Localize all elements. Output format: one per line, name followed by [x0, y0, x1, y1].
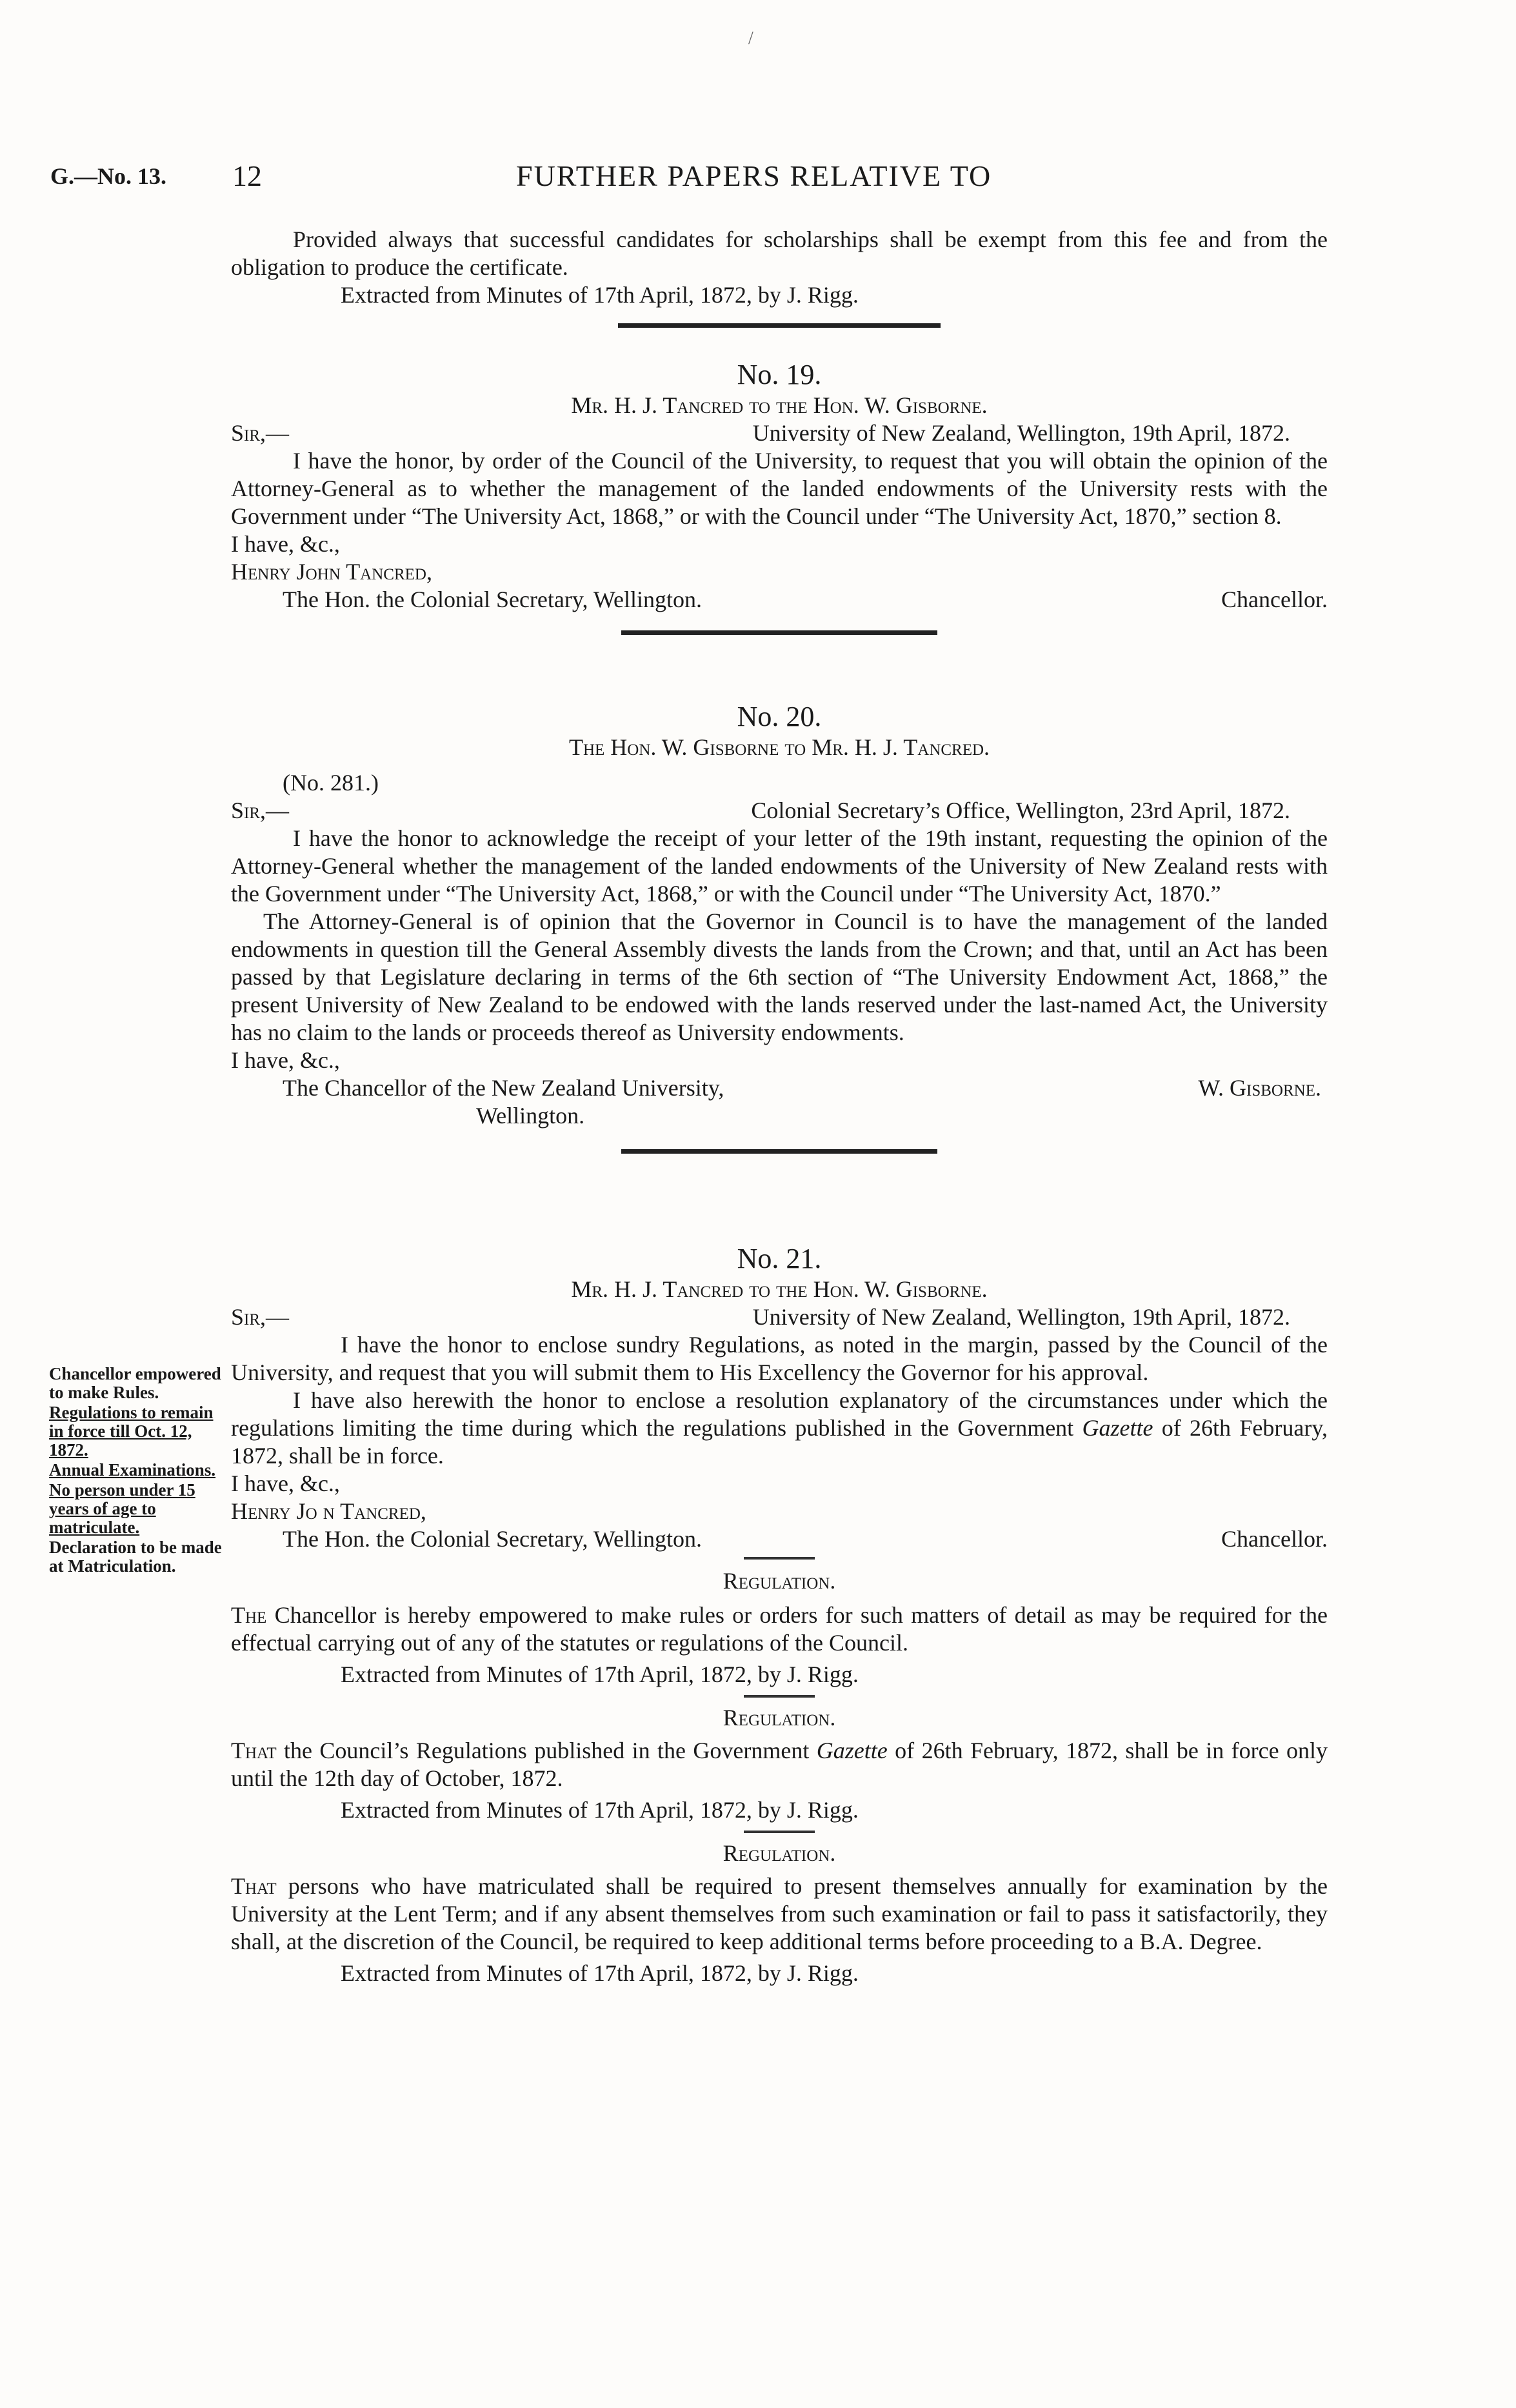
addressee: The Hon. the Colonial Secretary, Wellington. — [283, 587, 702, 612]
margin-note-regulations-in-force: Regulations to remain in force till Oct. 12, 1872. — [49, 1403, 214, 1460]
section-divider — [621, 1149, 937, 1154]
letter-number: No. 19. — [737, 359, 822, 390]
intro-paragraph: Provided always that successful candidates for scholarships shall be exempt from this fee and from the obligation to produce the certificate. — [231, 226, 1328, 280]
addressee: The Chancellor of the New Zealand University, — [283, 1075, 724, 1101]
salutation: Sir,— — [231, 1304, 290, 1330]
gazette-italic: Gazette — [816, 1738, 888, 1763]
section-divider — [618, 323, 941, 328]
regulation-text — [231, 1601, 1328, 1657]
regulation-heading: Regulation. — [723, 1840, 836, 1866]
margin-note-rules: Chancellor empowered to make Rules. — [49, 1364, 221, 1402]
regulation-body-c: of 26th February, 1872, shall be in force only until the 12th day of October, 1872. — [231, 1738, 1328, 1791]
letter-heading: Mr. H. J. Tancred to the Hon. W. Gisborne. — [571, 392, 988, 418]
margin-note-annual-examinations: Annual Examinations. — [49, 1460, 216, 1480]
letter-body-1: I have the honor to acknowledge the receipt of your letter of the 19th instant, requesting the opinion of the Attorney-General whether the management of the landed endowments of the University of New Zealand rests with the Government under “The University Act, 1868,” or with the Council under “The University Act, 1870.” — [231, 825, 1328, 907]
salutation: Sir,— — [231, 420, 290, 446]
closing: I have, &c., — [231, 1470, 340, 1496]
dateline: University of New Zealand, Wellington, 19th April, 1872. — [752, 1304, 1290, 1330]
closing: I have, &c., — [231, 1047, 340, 1073]
regulation-lead: That — [231, 1873, 277, 1899]
signature: Henry Jo n Tancred, — [231, 1498, 426, 1524]
running-title: FURTHER PAPERS RELATIVE TO — [516, 159, 992, 192]
regulation-lead: That — [231, 1738, 277, 1763]
letter-no-19 — [231, 358, 1328, 635]
dateline: University of New Zealand, Wellington, 19th April, 1872. — [752, 420, 1290, 446]
salutation: Sir,— — [231, 798, 290, 823]
letter-no-21 — [231, 1242, 1328, 1987]
regulation-heading: Regulation. — [723, 1568, 836, 1594]
page-number: 12 — [232, 159, 262, 192]
signature: W. Gisborne. — [1198, 1075, 1321, 1101]
stray-mark: / — [748, 28, 753, 48]
letter-body: I have the honor, by order of the Council of the University, to request that you will obtain the opinion of the Attorney-General as to whether the management of the landed endowments of the University rests with the Government under “The University Act, 1868,” or with the Council under “The University Act, 1870,” section 8. — [231, 448, 1328, 529]
margin-note-age-limit: No person under 15 years of age to matriculate. — [49, 1480, 195, 1537]
letter-number: No. 20. — [737, 701, 822, 732]
dateline: Colonial Secretary’s Office, Wellington, 23rd April, 1872. — [751, 798, 1290, 823]
addressee: The Hon. the Colonial Secretary, Wellington. — [283, 1526, 702, 1552]
letter-body-1: I have the honor to enclose sundry Regulations, as noted in the margin, passed by the Council of the University, and request that you will submit them to His Excellency the Governor for his approval. — [231, 1332, 1328, 1385]
letter-body-2: The Attorney-General is of opinion that the Governor in Council is to have the management of the landed endowments in question till the General Assembly divests the lands from the Crown; and that, until an Act has been passed by that Legislature declaring in terms of the 6th section of “The University Endowment Act, 1868,” the present University of New Zealand to be endowed with the lands reserved under the last-named Act, the University has no claim to the lands or proceeds thereof as University endowments. — [231, 908, 1328, 1045]
body-text-c: of 26th February, 1872, shall be in force. — [231, 1415, 1328, 1469]
margin-notes — [49, 1365, 226, 1577]
signatory-title: Chancellor. — [1221, 1526, 1328, 1552]
intro-extract: Extracted from Minutes of 17th April, 1872, by J. Rigg. — [341, 282, 859, 308]
margin-note-declaration: Declaration to be made at Matriculation. — [49, 1538, 222, 1576]
closing: I have, &c., — [231, 531, 340, 557]
regulation-extract: Extracted from Minutes of 17th April, 1872, by J. Rigg. — [341, 1797, 859, 1823]
regulation-text — [231, 1872, 1328, 1956]
signature: Henry John Tancred, — [231, 559, 432, 585]
letter-heading: Mr. H. J. Tancred to the Hon. W. Gisborne. — [571, 1276, 988, 1302]
letter-heading: The Hon. W. Gisborne to Mr. H. J. Tancred. — [568, 734, 990, 760]
regulation-body-a: the Council’s Regulations published in the Government — [276, 1738, 817, 1763]
regulation-lead: The — [231, 1602, 267, 1628]
reference-number: (No. 281.) — [283, 770, 379, 796]
letter-body-2 — [231, 1387, 1328, 1470]
section-divider — [621, 630, 937, 635]
letter-number: No. 21. — [737, 1243, 822, 1274]
letter-no-20 — [231, 700, 1328, 1154]
regulation-body: Chancellor is hereby empowered to make rules or orders for such matters of detail as may be required for the effectual carrying out of any of the statutes or regulations of the Council. — [231, 1602, 1328, 1656]
intro-section — [231, 226, 1328, 328]
short-divider — [744, 1831, 815, 1833]
regulation-extract: Extracted from Minutes of 17th April, 1872, by J. Rigg. — [341, 1960, 859, 1986]
regulation-text — [231, 1737, 1328, 1792]
regulation-body: persons who have matriculated shall be required to present themselves annually for examination by the University at the Lent Term; and if any absent themselves from such examination or fail to pass it satisfactorily, they shall, at the discretion of the Council, be required to keep additional terms before proceeding to a B.A. Degree. — [231, 1873, 1328, 1954]
short-divider — [744, 1695, 815, 1698]
gazette-italic: Gazette — [1082, 1415, 1153, 1441]
body-text-a: I have also herewith the honor to enclose a resolution explanatory of the circumstances under which the regulations limiting the time during which the regulations published in the Government — [231, 1387, 1328, 1441]
regulation-heading: Regulation. — [723, 1705, 836, 1731]
regulation-extract: Extracted from Minutes of 17th April, 1872, by J. Rigg. — [341, 1661, 859, 1687]
short-divider — [744, 1557, 815, 1560]
addressee-city: Wellington. — [476, 1103, 585, 1129]
series-number: G.—No. 13. — [50, 163, 166, 189]
signatory-title: Chancellor. — [1221, 587, 1328, 612]
